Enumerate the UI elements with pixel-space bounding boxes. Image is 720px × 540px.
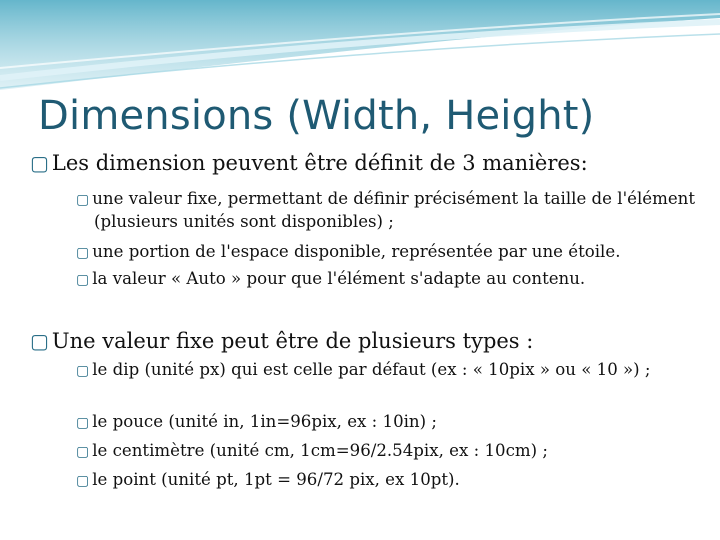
list-item: ▢ une portion de l'espace disponible, représentée par une étoile. bbox=[76, 242, 621, 261]
square-bullet-icon: ▢ bbox=[76, 473, 90, 489]
section-heading-2: ▢ Une valeur fixe peut être de plusieurs types : bbox=[30, 329, 534, 353]
section-heading-1: ▢ Les dimension peuvent être définit de 3 manières: bbox=[30, 151, 588, 175]
list-item: ▢ le dip (unité px) qui est celle par défaut (ex : « 10pix » ou « 10 ») ; bbox=[76, 360, 651, 379]
square-bullet-icon: ▢ bbox=[76, 363, 90, 379]
square-bullet-icon: ▢ bbox=[30, 329, 49, 353]
square-bullet-icon: ▢ bbox=[76, 245, 90, 261]
square-bullet-icon: ▢ bbox=[76, 192, 90, 208]
square-bullet-icon: ▢ bbox=[76, 272, 90, 288]
list-item: ▢ le centimètre (unité cm, 1cm=96/2.54pix, ex : 10cm) ; bbox=[76, 441, 548, 460]
list-item: ▢ une valeur fixe, permettant de définir précisément la taille de l'élément (plusieurs unités sont disponibles) ; bbox=[76, 189, 695, 231]
square-bullet-icon: ▢ bbox=[30, 151, 49, 175]
slide-title: Dimensions (Width, Height) bbox=[38, 93, 595, 139]
list-item: ▢ le point (unité pt, 1pt = 96/72 pix, ex 10pt). bbox=[76, 470, 460, 489]
header-wave-decoration bbox=[0, 0, 720, 90]
list-item: ▢ le pouce (unité in, 1in=96pix, ex : 10in) ; bbox=[76, 412, 437, 431]
list-item: ▢ la valeur « Auto » pour que l'élément s'adapte au contenu. bbox=[76, 269, 586, 288]
square-bullet-icon: ▢ bbox=[76, 444, 90, 460]
square-bullet-icon: ▢ bbox=[76, 415, 90, 431]
